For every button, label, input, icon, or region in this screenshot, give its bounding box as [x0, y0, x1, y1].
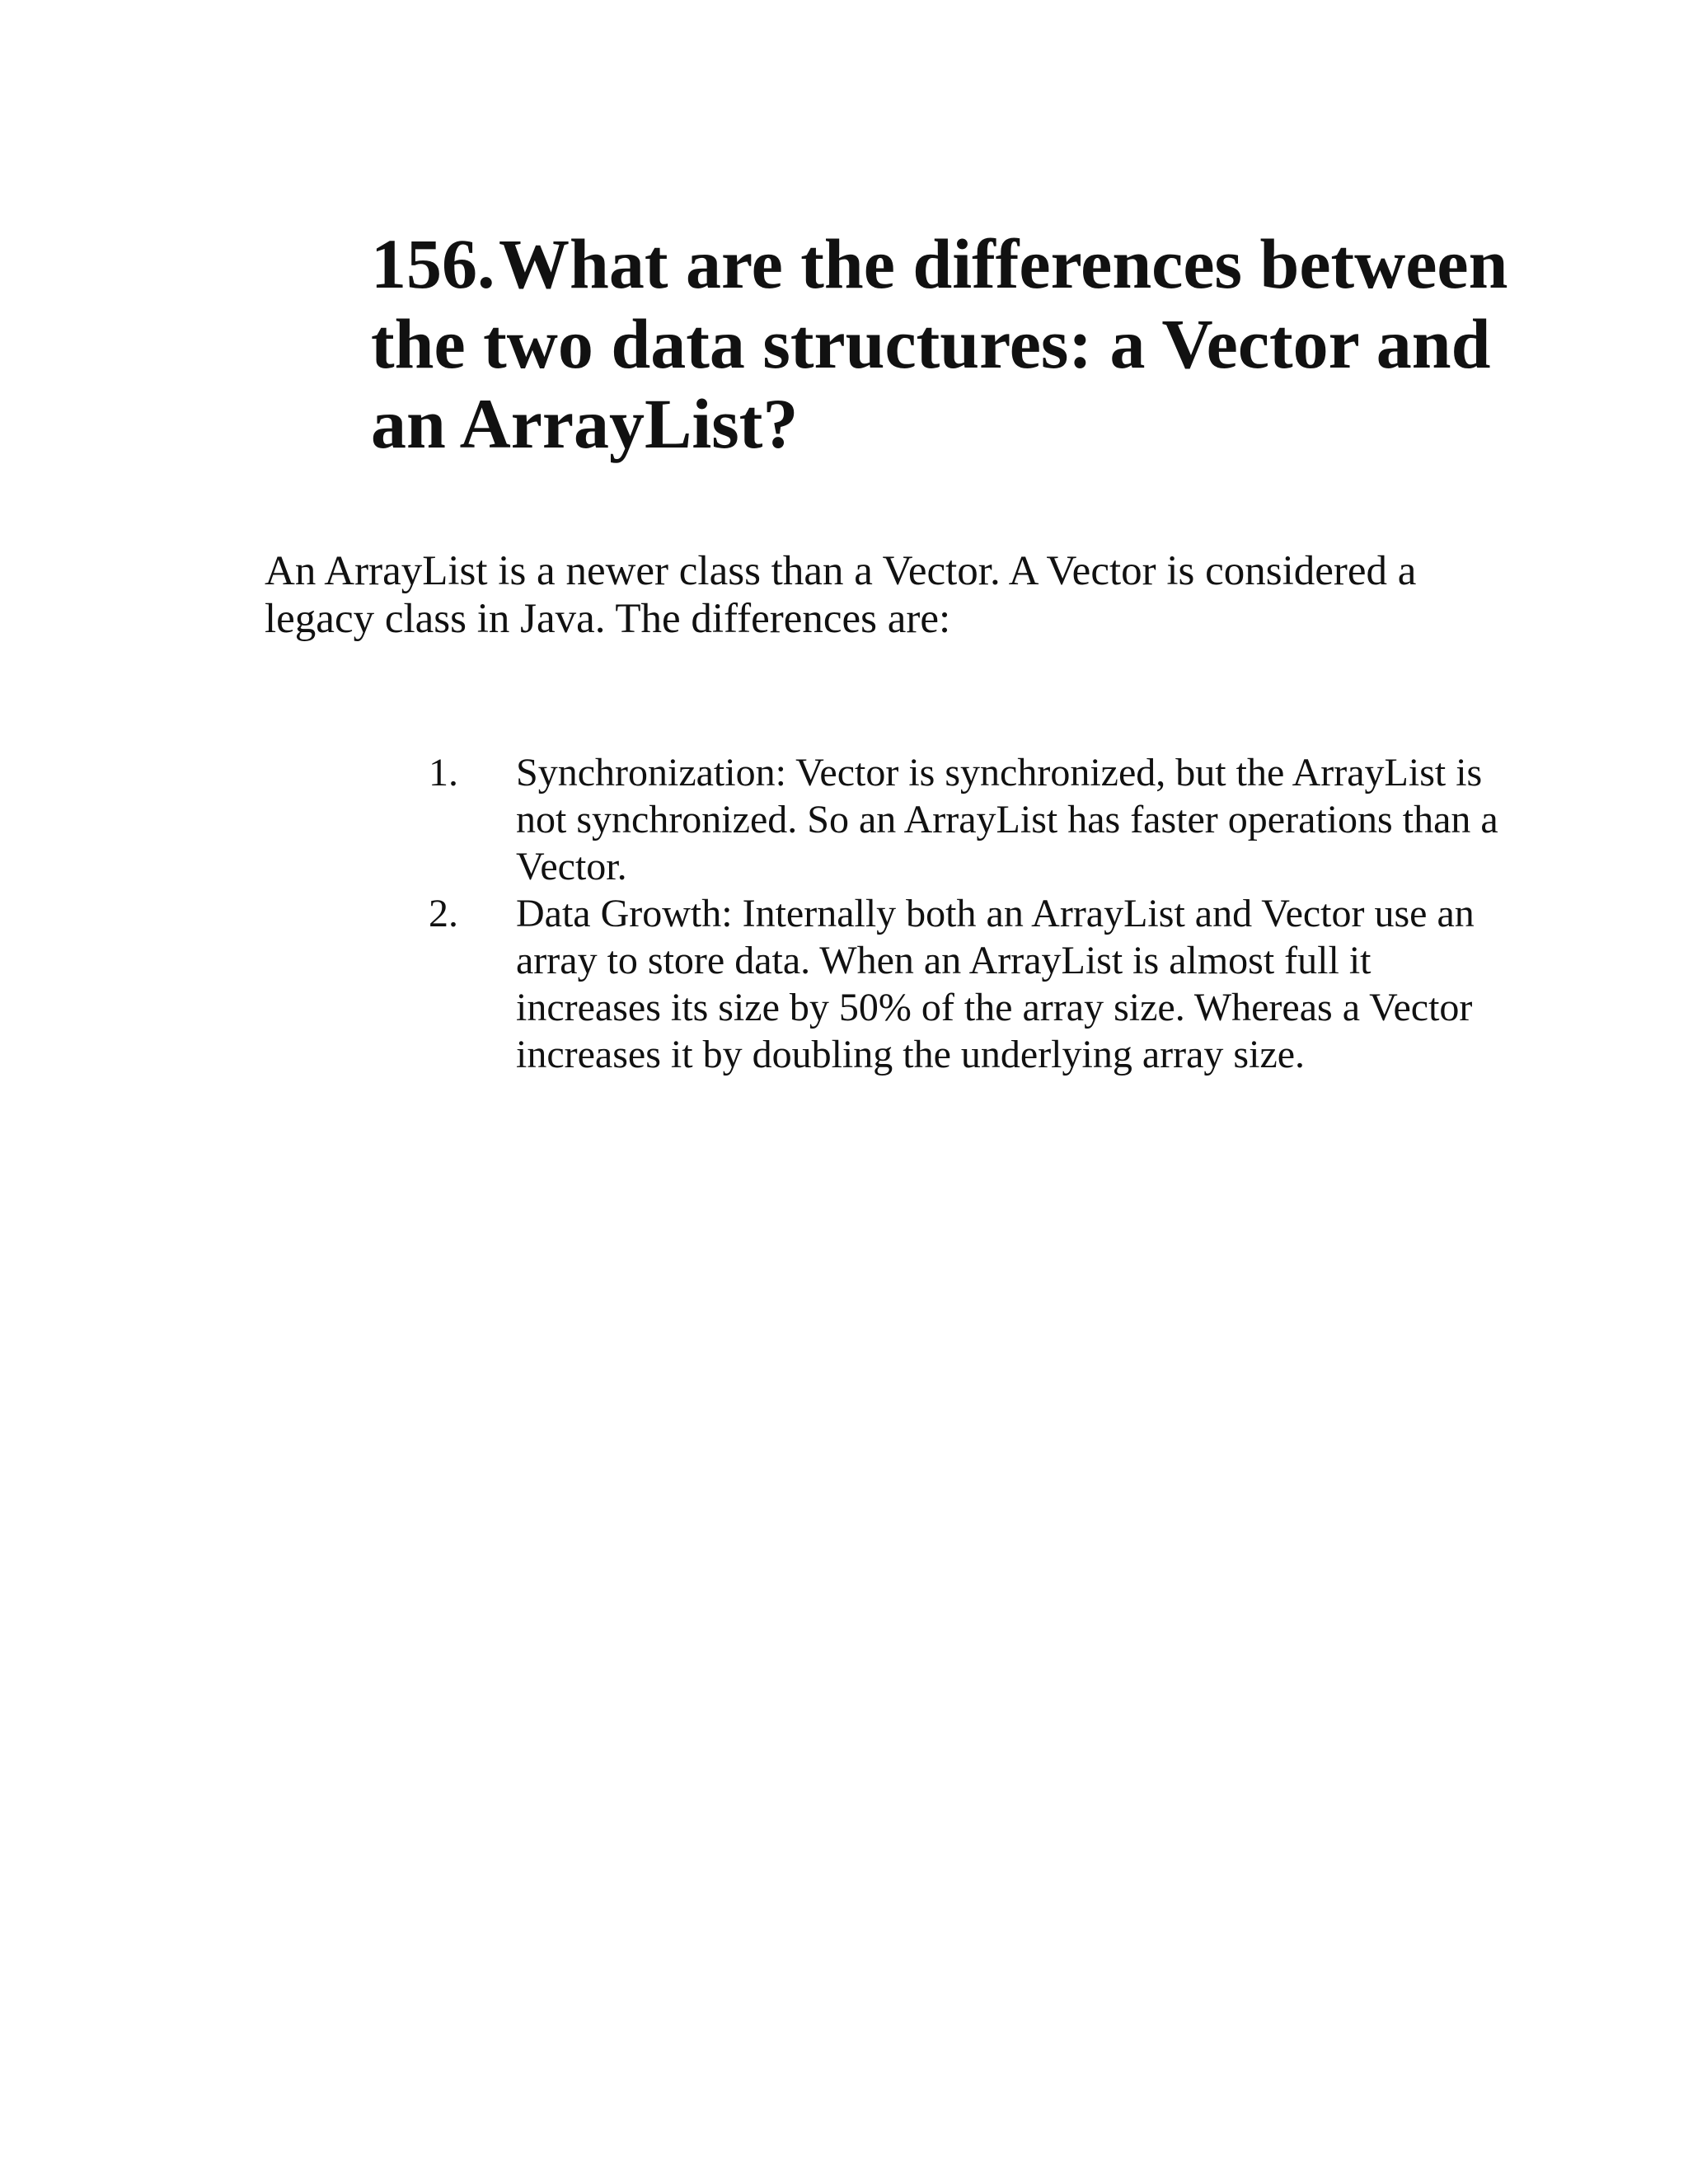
differences-list — [429, 749, 1500, 1078]
intro-paragraph: An ArrayList is a newer class than a Vector. A Vector is considered a legacy class in Java. The differences are: — [265, 548, 1417, 642]
list-item-text: Data Growth: Internally both an ArrayList and Vector use an array to store data. When an ArrayList is almost full it increases its size by 50% of the array size. Whereas a Vector increases it by doubling the underlying array size. — [516, 892, 1475, 1076]
question-heading — [371, 224, 1541, 464]
list-item — [429, 749, 1500, 890]
question-text: What are the differences between the two data structures: a Vector and an ArrayList? — [371, 224, 1508, 463]
list-item — [429, 890, 1500, 1078]
list-item-text: Synchronization: Vector is synchronized, but the ArrayList is not synchronized. So an ArrayList has faster operations than a Vector. — [516, 751, 1498, 888]
question-number: 156. — [371, 224, 495, 303]
list-item-number: 2. — [429, 892, 458, 935]
list-item-number: 1. — [429, 751, 458, 794]
